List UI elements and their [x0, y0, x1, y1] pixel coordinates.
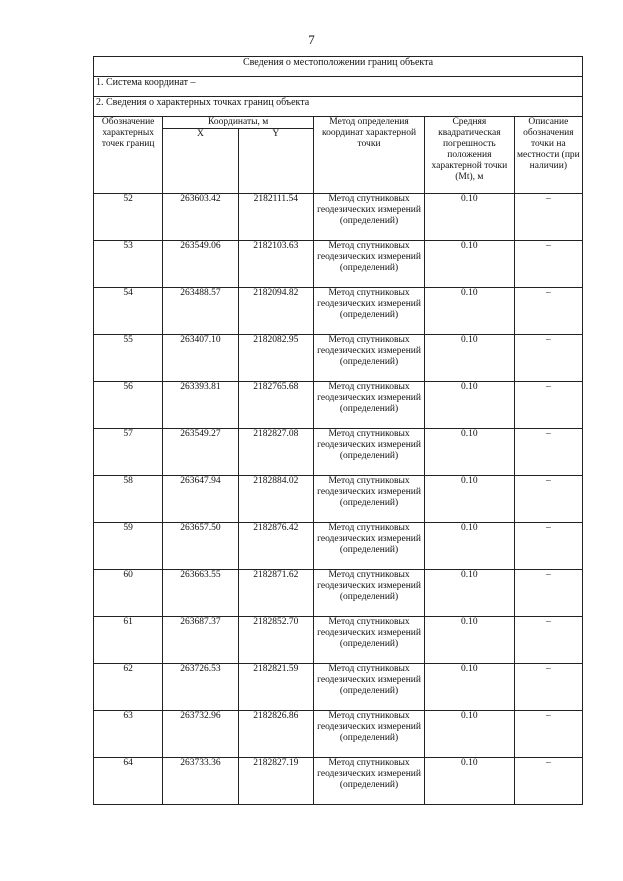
table-row	[94, 476, 583, 523]
cell-y: 2182876.42	[238, 523, 313, 570]
cell-y: 2182827.08	[238, 429, 313, 476]
cell-point: 63	[94, 711, 163, 758]
cell-x: 263549.27	[163, 429, 238, 476]
cell-accuracy: 0.10	[425, 664, 515, 711]
cell-x: 263663.55	[163, 570, 238, 617]
table-row	[94, 288, 583, 335]
cell-accuracy: 0.10	[425, 758, 515, 805]
cell-method: Метод спутниковых геодезических измерений (определений)	[314, 241, 425, 288]
cell-description: –	[514, 617, 582, 664]
cell-description: –	[514, 476, 582, 523]
cell-y: 2182094.82	[238, 288, 313, 335]
table-row	[94, 241, 583, 288]
cell-point: 56	[94, 382, 163, 429]
cell-x: 263657.50	[163, 523, 238, 570]
header-method: Метод определения координат характерной точки	[314, 117, 425, 194]
cell-y: 2182871.62	[238, 570, 313, 617]
cell-y: 2182827.19	[238, 758, 313, 805]
cell-point: 52	[94, 194, 163, 241]
cell-x: 263647.94	[163, 476, 238, 523]
cell-point: 62	[94, 664, 163, 711]
cell-description: –	[514, 241, 582, 288]
cell-accuracy: 0.10	[425, 241, 515, 288]
cell-description: –	[514, 570, 582, 617]
cell-x: 263732.96	[163, 711, 238, 758]
page-number: 7	[308, 32, 315, 47]
cell-point: 55	[94, 335, 163, 382]
cell-method: Метод спутниковых геодезических измерений (определений)	[314, 711, 425, 758]
cell-description: –	[514, 382, 582, 429]
table-row	[94, 664, 583, 711]
cell-point: 54	[94, 288, 163, 335]
cell-description: –	[514, 194, 582, 241]
table-title: Сведения о местоположении границ объекта	[94, 57, 583, 77]
cell-accuracy: 0.10	[425, 429, 515, 476]
table-row	[94, 382, 583, 429]
cell-accuracy: 0.10	[425, 523, 515, 570]
cell-point: 53	[94, 241, 163, 288]
cell-method: Метод спутниковых геодезических измерений (определений)	[314, 194, 425, 241]
coordinate-system-row: 1. Система координат –	[94, 77, 583, 97]
cell-description: –	[514, 711, 582, 758]
cell-accuracy: 0.10	[425, 335, 515, 382]
cell-accuracy: 0.10	[425, 476, 515, 523]
cell-method: Метод спутниковых геодезических измерений (определений)	[314, 429, 425, 476]
cell-method: Метод спутниковых геодезических измерений (определений)	[314, 664, 425, 711]
cell-y: 2182111.54	[238, 194, 313, 241]
cell-accuracy: 0.10	[425, 570, 515, 617]
cell-y: 2182821.59	[238, 664, 313, 711]
cell-method: Метод спутниковых геодезических измерений (определений)	[314, 570, 425, 617]
cell-description: –	[514, 664, 582, 711]
cell-x: 263488.57	[163, 288, 238, 335]
cell-description: –	[514, 523, 582, 570]
cell-point: 59	[94, 523, 163, 570]
cell-y: 2182082.95	[238, 335, 313, 382]
cell-x: 263393.81	[163, 382, 238, 429]
cell-description: –	[514, 335, 582, 382]
header-y: Y	[238, 129, 313, 194]
cell-x: 263603.42	[163, 194, 238, 241]
cell-method: Метод спутниковых геодезических измерений (определений)	[314, 288, 425, 335]
header-coordinates: Координаты, м	[163, 117, 314, 129]
table-row	[94, 758, 583, 805]
table-row	[94, 570, 583, 617]
cell-x: 263733.36	[163, 758, 238, 805]
cell-point: 61	[94, 617, 163, 664]
cell-x: 263549.06	[163, 241, 238, 288]
cell-method: Метод спутниковых геодезических измерений (определений)	[314, 617, 425, 664]
cell-x: 263726.53	[163, 664, 238, 711]
boundary-points-table	[93, 56, 583, 805]
cell-y: 2182826.86	[238, 711, 313, 758]
cell-point: 57	[94, 429, 163, 476]
cell-method: Метод спутниковых геодезических измерений (определений)	[314, 382, 425, 429]
header-designation: Обозначение характерных точек границ	[94, 117, 163, 194]
cell-point: 64	[94, 758, 163, 805]
table-row	[94, 617, 583, 664]
cell-description: –	[514, 429, 582, 476]
cell-point: 58	[94, 476, 163, 523]
cell-x: 263687.37	[163, 617, 238, 664]
cell-accuracy: 0.10	[425, 194, 515, 241]
cell-accuracy: 0.10	[425, 617, 515, 664]
cell-y: 2182765.68	[238, 382, 313, 429]
table-row	[94, 194, 583, 241]
table-row	[94, 711, 583, 758]
table-row	[94, 523, 583, 570]
cell-description: –	[514, 758, 582, 805]
header-x: X	[163, 129, 238, 194]
table-row	[94, 429, 583, 476]
header-accuracy: Средняя квадратическая погрешность положения характерной точки (Mt), м	[425, 117, 515, 194]
cell-y: 2182852.70	[238, 617, 313, 664]
cell-method: Метод спутниковых геодезических измерений (определений)	[314, 335, 425, 382]
cell-point: 60	[94, 570, 163, 617]
table-row	[94, 335, 583, 382]
cell-accuracy: 0.10	[425, 382, 515, 429]
boundary-points-section-row: 2. Сведения о характерных точках границ объекта	[94, 97, 583, 117]
cell-method: Метод спутниковых геодезических измерений (определений)	[314, 758, 425, 805]
cell-y: 2182103.63	[238, 241, 313, 288]
cell-method: Метод спутниковых геодезических измерений (определений)	[314, 523, 425, 570]
cell-accuracy: 0.10	[425, 288, 515, 335]
header-description: Описание обозначения точки на местности (при наличии)	[514, 117, 582, 194]
cell-x: 263407.10	[163, 335, 238, 382]
cell-description: –	[514, 288, 582, 335]
cell-accuracy: 0.10	[425, 711, 515, 758]
cell-method: Метод спутниковых геодезических измерений (определений)	[314, 476, 425, 523]
cell-y: 2182884.02	[238, 476, 313, 523]
